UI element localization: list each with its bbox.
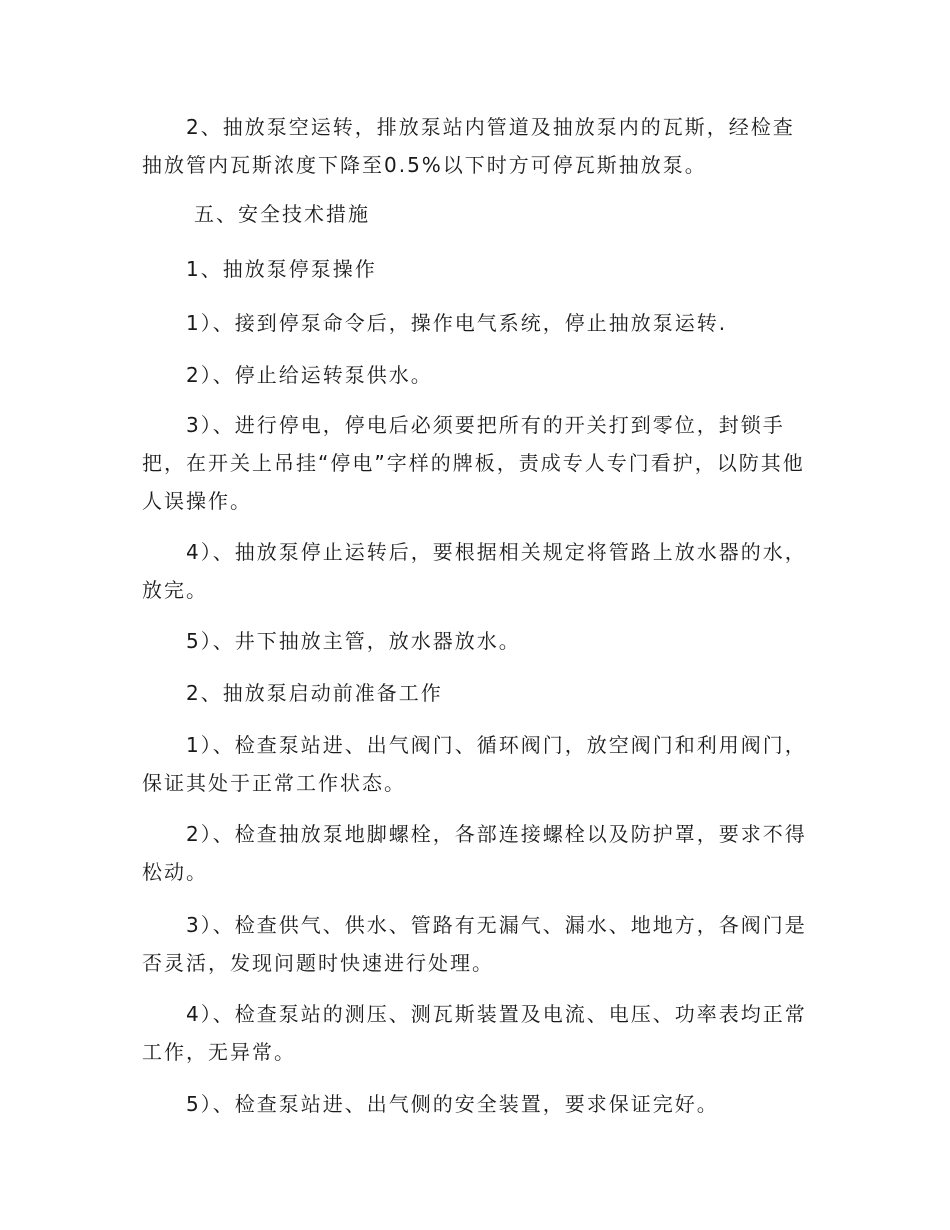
paragraph-stop-step-4: 4）、抽放泵停止运转后，要根据相关规定将管路上放水器的水，放完。 [142,540,807,602]
paragraph-stop-step-3: 3）、进行停电，停电后必须要把所有的开关打到零位，封锁手把，在开关上吊挂“停电”字样的牌板，责成专人专门看护，以防其他人误操作。 [142,413,805,513]
paragraph-prep-step-5: 5）、检查泵站进、出气侧的安全装置，要求保证完好。 [186,1092,719,1116]
subheading-pump-start-preparation: 2、抽放泵启动前准备工作 [186,681,443,705]
paragraph-prep-step-3: 3）、检查供气、供水、管路有无漏气、漏水、地地方，各阀门是否灵活，发现问题时快速进行处理。 [142,913,807,975]
paragraph-prep-step-2: 2）、检查抽放泵地脚螺栓，各部连接螺栓以及防护罩，要求不得松动。 [142,822,807,884]
paragraph-stop-step-1: 1）、接到停泵命令后，操作电气系统，停止抽放泵运转. [186,311,728,335]
paragraph-stop-step-5: 5）、井下抽放主管，放水器放水。 [186,629,521,653]
paragraph-prep-step-1: 1）、检查泵站进、出气阀门、循环阀门，放空阀门和利用阀门，保证其处于正常工作状态。 [142,733,807,795]
paragraph-stop-step-2: 2）、停止给运转泵供水。 [186,363,433,387]
subheading-pump-stop-operation: 1、抽放泵停泵操作 [186,257,377,281]
paragraph-prep-step-4: 4）、检查泵站的测压、测瓦斯装置及电流、电压、功率表均正常工作，无异常。 [142,1002,807,1064]
section-heading-safety-measures: 五、安全技术措施 [194,202,370,226]
paragraph-pump-idle-run: 2、抽放泵空运转，排放泵站内管道及抽放泵内的瓦斯，经检查抽放管内瓦斯浓度下降至0.5%以下时方可停瓦斯抽放泵。 [142,115,795,177]
